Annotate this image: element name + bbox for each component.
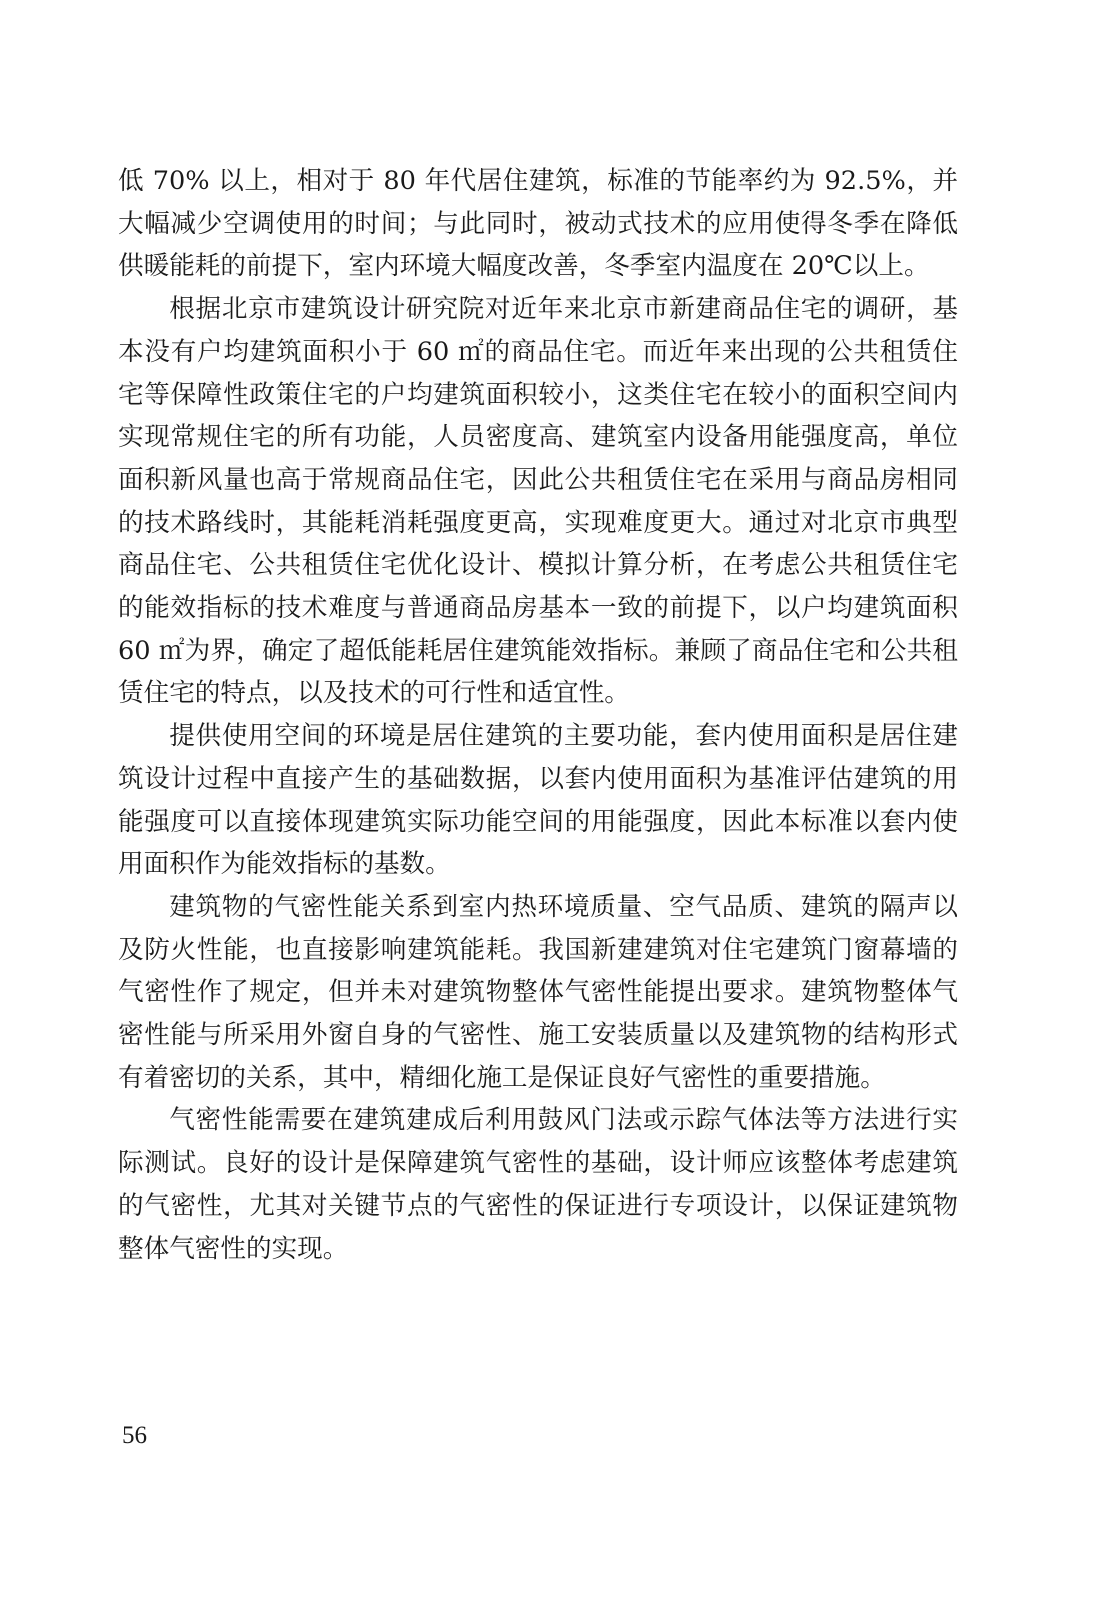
- paragraph-rental-housing-indicators: 根据北京市建筑设计研究院对近年来北京市新建商品住宅的调研，基本没有户均建筑面积小于 60 ㎡的商品住宅。而近年来出现的公共租赁住宅等保障性政策住宅的户均建筑面积较小，这类住宅在较小的面积空间内实现常规住宅的所有功能，人员密度高、建筑室内设备用能强度高，单位面积新风量也高于常规商品住宅，因此公共租赁住宅在采用与商品房相同的技术路线时，其能耗消耗强度更高，实现难度更大。通过对北京市典型商品住宅、公共租赁住宅优化设计、模拟计算分析，在考虑公共租赁住宅的能效指标的技术难度与普通商品房基本一致的前提下，以户均建筑面积 60 ㎡为界，确定了超低能耗居住建筑能效指标。兼顾了商品住宅和公共租赁住宅的特点，以及技术的可行性和适宜性。: [118, 294, 958, 709]
- paragraph-airtightness-importance: 建筑物的气密性能关系到室内热环境质量、空气品质、建筑的隔声以及防火性能，也直接影响建筑能耗。我国新建建筑对住宅建筑门窗幕墙的气密性作了规定，但并未对建筑物整体气密性能提出要求。建筑物整体气密性能与所采用外窗自身的气密性、施工安装质量以及建筑物的结构形式有着密切的关系，其中，精细化施工是保证良好气密性的重要措施。: [118, 891, 958, 1093]
- paragraph-usable-area-basis: 提供使用空间的环境是居住建筑的主要功能，套内使用面积是居住建筑设计过程中直接产生的基础数据，以套内使用面积为基准评估建筑的用能强度可以直接体现建筑实际功能空间的用能强度，因此本标准以套内使用面积作为能效指标的基数。: [118, 721, 958, 880]
- page-number: 56: [122, 1422, 147, 1449]
- paragraph-continued: 低 70% 以上，相对于 80 年代居住建筑，标准的节能率约为 92.5%，并大幅减少空调使用的时间；与此同时，被动式技术的应用使得冬季在降低供暖能耗的前提下，室内环境大幅度改善，冬季室内温度在 20℃以上。: [118, 166, 958, 282]
- paragraph-airtightness-testing: 气密性能需要在建筑建成后利用鼓风门法或示踪气体法等方法进行实际测试。良好的设计是保障建筑气密性的基础，设计师应该整体考虑建筑的气密性，尤其对关键节点的气密性的保证进行专项设计，以保证建筑物整体气密性的实现。: [118, 1105, 958, 1264]
- body-text: [118, 160, 958, 1270]
